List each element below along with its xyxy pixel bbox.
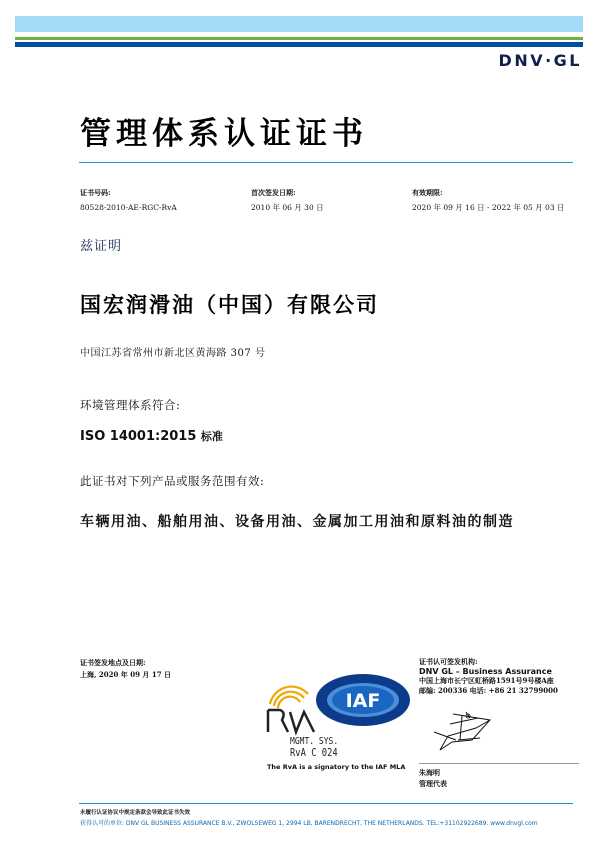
footer-accredited-unit: 获得认可的单位: DNV GL BUSINESS ASSURANCE B.V., ZWOLSEWEG 1, 2994 LB, BARENDRECHT, THE NETHERLANDS. TEL:+31102922689. www.dnvgl.com	[80, 820, 538, 827]
issuing-body	[419, 657, 558, 695]
issuing-body-contact: 邮编: 200336 电话: +86 21 32799000	[419, 685, 558, 695]
validity-period-label: 有效期限:	[412, 188, 443, 197]
hereby-certified: 兹证明	[80, 239, 123, 254]
initial-issue-date	[251, 185, 324, 215]
company-address: 中国江苏省常州市新北区黄海路 307 号	[80, 348, 266, 359]
standard	[80, 428, 223, 444]
title-divider	[79, 162, 573, 163]
signature-line	[419, 763, 579, 764]
issuing-body-label: 证书认可签发机构:	[419, 657, 478, 666]
dnvgl-logo: DNV·GL	[498, 51, 582, 70]
certificate-title: 管理体系认证证书	[80, 116, 368, 152]
company-name: 国宏润滑油（中国）有限公司	[80, 292, 379, 317]
validity-period	[412, 185, 565, 215]
header-band-green	[15, 37, 583, 40]
footer-validity-note: 未履行认证协议中规定条款会导致此证书失效	[80, 810, 191, 816]
issuing-body-address: 中国上海市长宁区虹桥路1591号9号楼A座	[419, 676, 554, 685]
signer	[419, 767, 447, 789]
initial-issue-date-value: 2010 年 06 月 30 日	[251, 203, 324, 212]
rva-logo-icon	[268, 687, 314, 732]
certificate-number-label: 证书号码:	[80, 188, 111, 197]
rva-line1: MGMT. SYS.	[290, 736, 339, 747]
issue-place-label: 证书签发地点及日期:	[80, 658, 146, 667]
svg-text:IAF: IAF	[345, 690, 381, 712]
standard-name: ISO 14001:2015	[80, 429, 197, 444]
certificate-number-value: 80528-2010-AE-RGC-RvA	[80, 203, 177, 212]
issue-place-date	[80, 657, 171, 681]
accreditation-logos	[264, 674, 414, 774]
scope: 车辆用油、船舶用油、设备用油、金属加工用油和原料油的制造	[80, 514, 514, 530]
rva-line2: RvA C 024	[290, 746, 338, 759]
initial-issue-date-label: 首次签发日期:	[251, 188, 296, 197]
certificate-number	[80, 185, 177, 215]
rva-accreditation	[290, 736, 338, 758]
signer-name: 朱海明	[419, 768, 440, 777]
scope-intro: 此证书对下列产品或服务范围有效:	[80, 474, 265, 488]
header-band-dark	[15, 42, 583, 47]
standard-suffix: 标准	[200, 430, 223, 443]
footer-divider	[79, 803, 573, 804]
issue-place-value: 上海, 2020 年 09 月 17 日	[80, 670, 172, 679]
iaf-mla-note: The RvA is a signatory to the IAF MLA	[267, 763, 406, 771]
conformity-intro: 环境管理体系符合:	[80, 398, 181, 412]
header-band-light	[15, 16, 583, 32]
iaf-logo-icon	[316, 674, 410, 726]
signer-role: 管理代表	[419, 779, 447, 788]
signature-icon	[430, 710, 520, 755]
issuing-body-org: DNV GL – Business Assurance	[419, 666, 552, 676]
validity-period-value: 2020 年 09 月 16 日 - 2022 年 05 月 03 日	[412, 203, 565, 212]
